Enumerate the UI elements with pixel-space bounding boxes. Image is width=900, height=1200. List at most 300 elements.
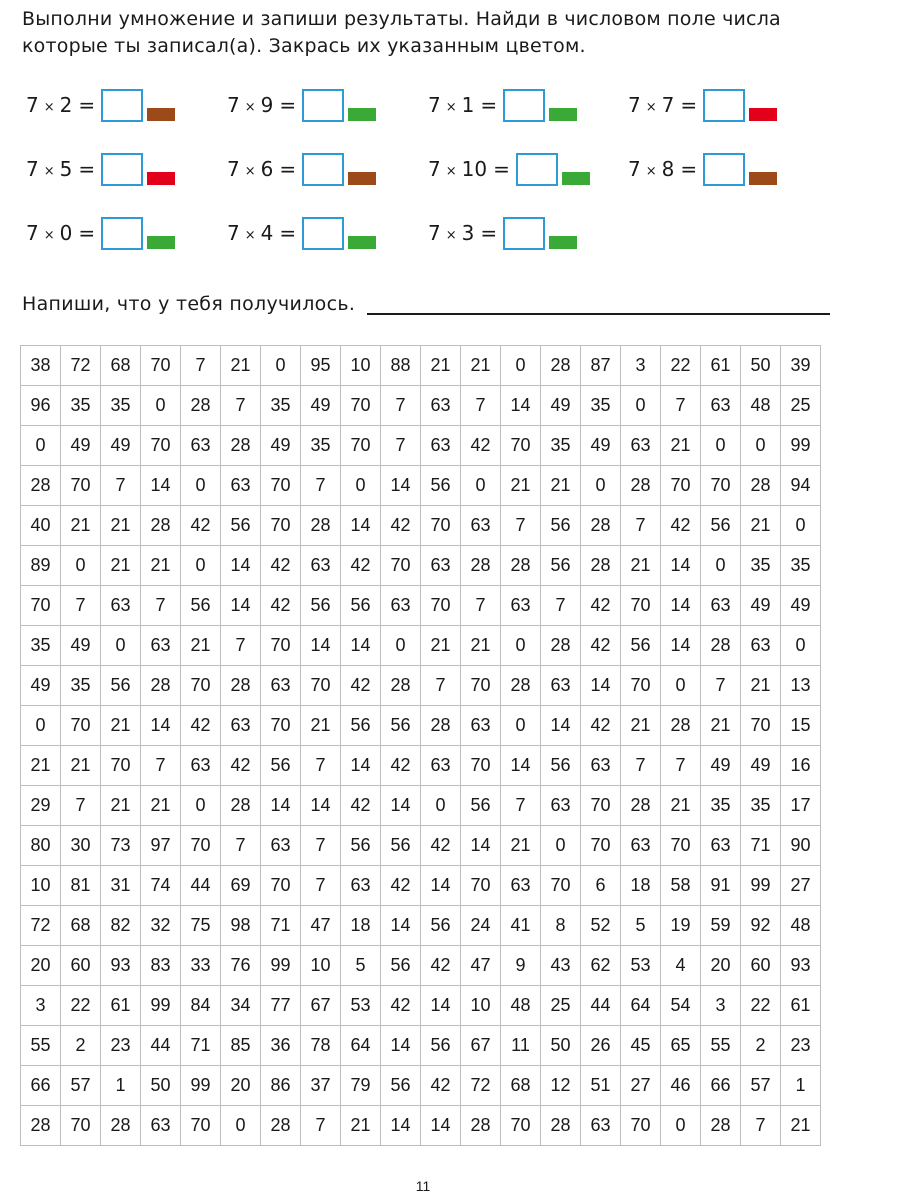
grid-cell[interactable]: 48 <box>501 986 541 1026</box>
grid-cell[interactable]: 1 <box>101 1066 141 1106</box>
grid-cell[interactable]: 22 <box>661 346 701 386</box>
grid-cell[interactable]: 40 <box>21 506 61 546</box>
answer-box[interactable] <box>101 153 143 186</box>
grid-cell[interactable]: 28 <box>381 666 421 706</box>
grid-cell[interactable]: 63 <box>141 1106 181 1146</box>
grid-cell[interactable]: 0 <box>21 706 61 746</box>
grid-cell[interactable]: 70 <box>61 706 101 746</box>
grid-cell[interactable]: 63 <box>301 546 341 586</box>
grid-cell[interactable]: 86 <box>261 1066 301 1106</box>
grid-cell[interactable]: 70 <box>381 546 421 586</box>
grid-cell[interactable]: 14 <box>661 586 701 626</box>
grid-cell[interactable]: 20 <box>701 946 741 986</box>
grid-cell[interactable]: 26 <box>581 1026 621 1066</box>
answer-box[interactable] <box>101 217 143 250</box>
grid-cell[interactable]: 84 <box>181 986 221 1026</box>
grid-cell[interactable]: 92 <box>741 906 781 946</box>
grid-cell[interactable]: 82 <box>101 906 141 946</box>
grid-cell[interactable]: 54 <box>661 986 701 1026</box>
grid-cell[interactable]: 35 <box>101 386 141 426</box>
grid-cell[interactable]: 21 <box>421 346 461 386</box>
grid-cell[interactable]: 70 <box>61 1106 101 1146</box>
grid-cell[interactable]: 0 <box>581 466 621 506</box>
grid-cell[interactable]: 0 <box>501 626 541 666</box>
grid-cell[interactable]: 0 <box>141 386 181 426</box>
grid-cell[interactable]: 49 <box>261 426 301 466</box>
grid-cell[interactable]: 63 <box>421 386 461 426</box>
grid-cell[interactable]: 7 <box>661 386 701 426</box>
grid-cell[interactable]: 70 <box>581 786 621 826</box>
grid-cell[interactable]: 70 <box>301 666 341 706</box>
grid-cell[interactable]: 61 <box>701 346 741 386</box>
grid-cell[interactable]: 7 <box>221 826 261 866</box>
grid-cell[interactable]: 28 <box>21 1106 61 1146</box>
grid-cell[interactable]: 35 <box>301 426 341 466</box>
grid-cell[interactable]: 70 <box>741 706 781 746</box>
grid-cell[interactable]: 42 <box>381 866 421 906</box>
grid-cell[interactable]: 55 <box>701 1026 741 1066</box>
grid-cell[interactable]: 90 <box>781 826 821 866</box>
grid-cell[interactable]: 50 <box>741 346 781 386</box>
grid-cell[interactable]: 21 <box>141 546 181 586</box>
grid-cell[interactable]: 24 <box>461 906 501 946</box>
grid-cell[interactable]: 7 <box>301 1106 341 1146</box>
grid-cell[interactable]: 70 <box>261 706 301 746</box>
grid-cell[interactable]: 49 <box>301 386 341 426</box>
grid-cell[interactable]: 28 <box>221 666 261 706</box>
grid-cell[interactable]: 7 <box>741 1106 781 1146</box>
grid-cell[interactable]: 14 <box>421 1106 461 1146</box>
grid-cell[interactable]: 14 <box>661 626 701 666</box>
grid-cell[interactable]: 16 <box>781 746 821 786</box>
grid-cell[interactable]: 7 <box>621 506 661 546</box>
grid-cell[interactable]: 63 <box>701 386 741 426</box>
grid-cell[interactable]: 56 <box>381 706 421 746</box>
grid-cell[interactable]: 72 <box>21 906 61 946</box>
grid-cell[interactable]: 0 <box>181 466 221 506</box>
grid-cell[interactable]: 34 <box>221 986 261 1026</box>
grid-cell[interactable]: 47 <box>301 906 341 946</box>
answer-box[interactable] <box>101 89 143 122</box>
grid-cell[interactable]: 70 <box>341 386 381 426</box>
grid-cell[interactable]: 7 <box>661 746 701 786</box>
grid-cell[interactable]: 28 <box>101 1106 141 1146</box>
grid-cell[interactable]: 85 <box>221 1026 261 1066</box>
grid-cell[interactable]: 21 <box>741 506 781 546</box>
grid-cell[interactable]: 97 <box>141 826 181 866</box>
grid-cell[interactable]: 21 <box>621 706 661 746</box>
grid-cell[interactable]: 42 <box>341 786 381 826</box>
grid-cell[interactable]: 14 <box>301 786 341 826</box>
grid-cell[interactable]: 42 <box>381 746 421 786</box>
grid-cell[interactable]: 56 <box>541 546 581 586</box>
grid-cell[interactable]: 6 <box>581 866 621 906</box>
grid-cell[interactable]: 27 <box>781 866 821 906</box>
grid-cell[interactable]: 56 <box>341 586 381 626</box>
grid-cell[interactable]: 14 <box>141 706 181 746</box>
grid-cell[interactable]: 57 <box>61 1066 101 1106</box>
grid-cell[interactable]: 28 <box>501 546 541 586</box>
grid-cell[interactable]: 64 <box>341 1026 381 1066</box>
grid-cell[interactable]: 80 <box>21 826 61 866</box>
grid-cell[interactable]: 0 <box>101 626 141 666</box>
grid-cell[interactable]: 21 <box>661 786 701 826</box>
grid-cell[interactable]: 28 <box>701 1106 741 1146</box>
grid-cell[interactable]: 70 <box>541 866 581 906</box>
grid-cell[interactable]: 35 <box>741 786 781 826</box>
grid-cell[interactable]: 63 <box>421 546 461 586</box>
grid-cell[interactable]: 70 <box>461 866 501 906</box>
grid-cell[interactable]: 10 <box>341 346 381 386</box>
grid-cell[interactable]: 79 <box>341 1066 381 1106</box>
grid-cell[interactable]: 99 <box>741 866 781 906</box>
answer-line[interactable] <box>367 293 830 315</box>
grid-cell[interactable]: 42 <box>421 826 461 866</box>
grid-cell[interactable]: 35 <box>261 386 301 426</box>
grid-cell[interactable]: 28 <box>581 506 621 546</box>
grid-cell[interactable]: 56 <box>541 746 581 786</box>
grid-cell[interactable]: 23 <box>101 1026 141 1066</box>
grid-cell[interactable]: 99 <box>261 946 301 986</box>
grid-cell[interactable]: 66 <box>21 1066 61 1106</box>
grid-cell[interactable]: 14 <box>501 386 541 426</box>
grid-cell[interactable]: 0 <box>341 466 381 506</box>
grid-cell[interactable]: 59 <box>701 906 741 946</box>
grid-cell[interactable]: 44 <box>181 866 221 906</box>
grid-cell[interactable]: 45 <box>621 1026 661 1066</box>
answer-box[interactable] <box>302 217 344 250</box>
grid-cell[interactable]: 0 <box>461 466 501 506</box>
grid-cell[interactable]: 0 <box>781 626 821 666</box>
grid-cell[interactable]: 89 <box>21 546 61 586</box>
grid-cell[interactable]: 29 <box>21 786 61 826</box>
grid-cell[interactable]: 2 <box>61 1026 101 1066</box>
grid-cell[interactable]: 0 <box>701 546 741 586</box>
grid-cell[interactable]: 7 <box>421 666 461 706</box>
grid-cell[interactable]: 81 <box>61 866 101 906</box>
grid-cell[interactable]: 49 <box>541 386 581 426</box>
grid-cell[interactable]: 35 <box>21 626 61 666</box>
grid-cell[interactable]: 42 <box>461 426 501 466</box>
grid-cell[interactable]: 42 <box>421 946 461 986</box>
grid-cell[interactable]: 35 <box>61 666 101 706</box>
grid-cell[interactable]: 14 <box>581 666 621 706</box>
grid-cell[interactable]: 18 <box>621 866 661 906</box>
grid-cell[interactable]: 56 <box>101 666 141 706</box>
grid-cell[interactable]: 28 <box>701 626 741 666</box>
grid-cell[interactable]: 48 <box>741 386 781 426</box>
grid-cell[interactable]: 60 <box>61 946 101 986</box>
grid-cell[interactable]: 74 <box>141 866 181 906</box>
grid-cell[interactable]: 0 <box>781 506 821 546</box>
grid-cell[interactable]: 1 <box>781 1066 821 1106</box>
grid-cell[interactable]: 93 <box>781 946 821 986</box>
grid-cell[interactable]: 21 <box>501 466 541 506</box>
grid-cell[interactable]: 0 <box>741 426 781 466</box>
grid-cell[interactable]: 21 <box>61 746 101 786</box>
grid-cell[interactable]: 21 <box>301 706 341 746</box>
grid-cell[interactable]: 64 <box>621 986 661 1026</box>
grid-cell[interactable]: 19 <box>661 906 701 946</box>
grid-cell[interactable]: 42 <box>581 586 621 626</box>
grid-cell[interactable]: 7 <box>501 506 541 546</box>
grid-cell[interactable]: 36 <box>261 1026 301 1066</box>
grid-cell[interactable]: 56 <box>701 506 741 546</box>
grid-cell[interactable]: 70 <box>421 586 461 626</box>
grid-cell[interactable]: 42 <box>341 546 381 586</box>
grid-cell[interactable]: 56 <box>381 826 421 866</box>
grid-cell[interactable]: 0 <box>181 786 221 826</box>
grid-cell[interactable]: 42 <box>581 626 621 666</box>
grid-cell[interactable]: 70 <box>341 426 381 466</box>
grid-cell[interactable]: 56 <box>421 466 461 506</box>
grid-cell[interactable]: 0 <box>61 546 101 586</box>
grid-cell[interactable]: 49 <box>741 586 781 626</box>
grid-cell[interactable]: 20 <box>221 1066 261 1106</box>
grid-cell[interactable]: 5 <box>621 906 661 946</box>
grid-cell[interactable]: 71 <box>741 826 781 866</box>
grid-cell[interactable]: 28 <box>541 346 581 386</box>
grid-cell[interactable]: 21 <box>541 466 581 506</box>
grid-cell[interactable]: 41 <box>501 906 541 946</box>
grid-cell[interactable]: 21 <box>621 546 661 586</box>
grid-cell[interactable]: 70 <box>501 426 541 466</box>
grid-cell[interactable]: 21 <box>421 626 461 666</box>
grid-cell[interactable]: 21 <box>101 546 141 586</box>
grid-cell[interactable]: 69 <box>221 866 261 906</box>
grid-cell[interactable]: 63 <box>741 626 781 666</box>
grid-cell[interactable]: 94 <box>781 466 821 506</box>
grid-cell[interactable]: 5 <box>341 946 381 986</box>
grid-cell[interactable]: 63 <box>541 786 581 826</box>
grid-cell[interactable]: 21 <box>101 706 141 746</box>
grid-cell[interactable]: 35 <box>581 386 621 426</box>
grid-cell[interactable]: 13 <box>781 666 821 706</box>
grid-cell[interactable]: 7 <box>461 586 501 626</box>
answer-box[interactable] <box>302 153 344 186</box>
grid-cell[interactable]: 28 <box>741 466 781 506</box>
grid-cell[interactable]: 49 <box>61 426 101 466</box>
grid-cell[interactable]: 28 <box>621 786 661 826</box>
grid-cell[interactable]: 56 <box>621 626 661 666</box>
grid-cell[interactable]: 63 <box>581 746 621 786</box>
grid-cell[interactable]: 56 <box>541 506 581 546</box>
grid-cell[interactable]: 63 <box>181 746 221 786</box>
grid-cell[interactable]: 63 <box>581 1106 621 1146</box>
grid-cell[interactable]: 63 <box>181 426 221 466</box>
grid-cell[interactable]: 63 <box>341 866 381 906</box>
answer-box[interactable] <box>703 89 745 122</box>
grid-cell[interactable]: 7 <box>61 786 101 826</box>
grid-cell[interactable]: 70 <box>501 1106 541 1146</box>
grid-cell[interactable]: 14 <box>541 706 581 746</box>
grid-cell[interactable]: 39 <box>781 346 821 386</box>
grid-cell[interactable]: 0 <box>661 666 701 706</box>
grid-cell[interactable]: 70 <box>181 1106 221 1146</box>
grid-cell[interactable]: 72 <box>461 1066 501 1106</box>
grid-cell[interactable]: 67 <box>461 1026 501 1066</box>
grid-cell[interactable]: 65 <box>661 1026 701 1066</box>
grid-cell[interactable]: 0 <box>701 426 741 466</box>
grid-cell[interactable]: 56 <box>221 506 261 546</box>
grid-cell[interactable]: 30 <box>61 826 101 866</box>
grid-cell[interactable]: 14 <box>221 546 261 586</box>
grid-cell[interactable]: 58 <box>661 866 701 906</box>
grid-cell[interactable]: 70 <box>421 506 461 546</box>
grid-cell[interactable]: 7 <box>61 586 101 626</box>
grid-cell[interactable]: 38 <box>21 346 61 386</box>
grid-cell[interactable]: 70 <box>261 466 301 506</box>
grid-cell[interactable]: 56 <box>421 1026 461 1066</box>
grid-cell[interactable]: 56 <box>341 826 381 866</box>
grid-cell[interactable]: 70 <box>461 746 501 786</box>
answer-box[interactable] <box>503 89 545 122</box>
grid-cell[interactable]: 68 <box>61 906 101 946</box>
grid-cell[interactable]: 14 <box>421 986 461 1026</box>
grid-cell[interactable]: 42 <box>381 506 421 546</box>
grid-cell[interactable]: 28 <box>141 506 181 546</box>
grid-cell[interactable]: 7 <box>141 746 181 786</box>
grid-cell[interactable]: 49 <box>741 746 781 786</box>
grid-cell[interactable]: 14 <box>141 466 181 506</box>
grid-cell[interactable]: 91 <box>701 866 741 906</box>
grid-cell[interactable]: 49 <box>781 586 821 626</box>
grid-cell[interactable]: 35 <box>741 546 781 586</box>
grid-cell[interactable]: 14 <box>381 1106 421 1146</box>
grid-cell[interactable]: 0 <box>541 826 581 866</box>
grid-cell[interactable]: 70 <box>661 466 701 506</box>
grid-cell[interactable]: 70 <box>181 826 221 866</box>
grid-cell[interactable]: 60 <box>741 946 781 986</box>
grid-cell[interactable]: 7 <box>301 746 341 786</box>
grid-cell[interactable]: 42 <box>181 706 221 746</box>
grid-cell[interactable]: 56 <box>381 1066 421 1106</box>
grid-cell[interactable]: 14 <box>381 906 421 946</box>
grid-cell[interactable]: 14 <box>381 786 421 826</box>
grid-cell[interactable]: 83 <box>141 946 181 986</box>
grid-cell[interactable]: 20 <box>21 946 61 986</box>
grid-cell[interactable]: 28 <box>261 1106 301 1146</box>
grid-cell[interactable]: 14 <box>501 746 541 786</box>
grid-cell[interactable]: 14 <box>421 866 461 906</box>
grid-cell[interactable]: 50 <box>141 1066 181 1106</box>
grid-cell[interactable]: 56 <box>261 746 301 786</box>
grid-cell[interactable]: 53 <box>341 986 381 1026</box>
grid-cell[interactable]: 63 <box>541 666 581 706</box>
grid-cell[interactable]: 55 <box>21 1026 61 1066</box>
grid-cell[interactable]: 70 <box>621 586 661 626</box>
grid-cell[interactable]: 14 <box>261 786 301 826</box>
grid-cell[interactable]: 42 <box>381 986 421 1026</box>
grid-cell[interactable]: 35 <box>701 786 741 826</box>
answer-box[interactable] <box>703 153 745 186</box>
grid-cell[interactable]: 4 <box>661 946 701 986</box>
grid-cell[interactable]: 99 <box>141 986 181 1026</box>
grid-cell[interactable]: 0 <box>261 346 301 386</box>
grid-cell[interactable]: 42 <box>261 586 301 626</box>
grid-cell[interactable]: 57 <box>741 1066 781 1106</box>
grid-cell[interactable]: 63 <box>621 826 661 866</box>
grid-cell[interactable]: 63 <box>421 426 461 466</box>
grid-cell[interactable]: 49 <box>21 666 61 706</box>
grid-cell[interactable]: 7 <box>461 386 501 426</box>
grid-cell[interactable]: 78 <box>301 1026 341 1066</box>
grid-cell[interactable]: 28 <box>501 666 541 706</box>
grid-cell[interactable]: 77 <box>261 986 301 1026</box>
grid-cell[interactable]: 49 <box>101 426 141 466</box>
grid-cell[interactable]: 63 <box>221 706 261 746</box>
grid-cell[interactable]: 70 <box>261 626 301 666</box>
grid-cell[interactable]: 25 <box>781 386 821 426</box>
grid-cell[interactable]: 14 <box>381 466 421 506</box>
grid-cell[interactable]: 56 <box>421 906 461 946</box>
grid-cell[interactable]: 7 <box>541 586 581 626</box>
grid-cell[interactable]: 49 <box>61 626 101 666</box>
grid-cell[interactable]: 28 <box>221 426 261 466</box>
grid-cell[interactable]: 21 <box>501 826 541 866</box>
grid-cell[interactable]: 42 <box>421 1066 461 1106</box>
grid-cell[interactable]: 14 <box>221 586 261 626</box>
grid-cell[interactable]: 70 <box>261 866 301 906</box>
grid-cell[interactable]: 35 <box>541 426 581 466</box>
grid-cell[interactable]: 71 <box>181 1026 221 1066</box>
grid-cell[interactable]: 63 <box>461 506 501 546</box>
grid-cell[interactable]: 21 <box>141 786 181 826</box>
grid-cell[interactable]: 70 <box>141 346 181 386</box>
grid-cell[interactable]: 70 <box>141 426 181 466</box>
grid-cell[interactable]: 49 <box>701 746 741 786</box>
grid-cell[interactable]: 42 <box>261 546 301 586</box>
grid-cell[interactable]: 21 <box>661 426 701 466</box>
grid-cell[interactable]: 0 <box>181 546 221 586</box>
grid-cell[interactable]: 53 <box>621 946 661 986</box>
grid-cell[interactable]: 47 <box>461 946 501 986</box>
grid-cell[interactable]: 88 <box>381 346 421 386</box>
grid-cell[interactable]: 61 <box>101 986 141 1026</box>
grid-cell[interactable]: 15 <box>781 706 821 746</box>
grid-cell[interactable]: 70 <box>621 1106 661 1146</box>
grid-cell[interactable]: 63 <box>501 866 541 906</box>
grid-cell[interactable]: 0 <box>21 426 61 466</box>
grid-cell[interactable]: 43 <box>541 946 581 986</box>
grid-cell[interactable]: 28 <box>661 706 701 746</box>
grid-cell[interactable]: 68 <box>501 1066 541 1106</box>
grid-cell[interactable]: 7 <box>221 386 261 426</box>
grid-cell[interactable]: 25 <box>541 986 581 1026</box>
grid-cell[interactable]: 96 <box>21 386 61 426</box>
grid-cell[interactable]: 62 <box>581 946 621 986</box>
grid-cell[interactable]: 61 <box>781 986 821 1026</box>
grid-cell[interactable]: 22 <box>741 986 781 1026</box>
answer-box[interactable] <box>302 89 344 122</box>
grid-cell[interactable]: 28 <box>141 666 181 706</box>
grid-cell[interactable]: 75 <box>181 906 221 946</box>
grid-cell[interactable]: 70 <box>101 746 141 786</box>
grid-cell[interactable]: 0 <box>661 1106 701 1146</box>
grid-cell[interactable]: 44 <box>581 986 621 1026</box>
grid-cell[interactable]: 31 <box>101 866 141 906</box>
grid-cell[interactable]: 3 <box>21 986 61 1026</box>
grid-cell[interactable]: 70 <box>21 586 61 626</box>
grid-cell[interactable]: 17 <box>781 786 821 826</box>
grid-cell[interactable]: 42 <box>181 506 221 546</box>
grid-cell[interactable]: 28 <box>301 506 341 546</box>
grid-cell[interactable]: 10 <box>461 986 501 1026</box>
grid-cell[interactable]: 63 <box>261 826 301 866</box>
grid-cell[interactable]: 18 <box>341 906 381 946</box>
grid-cell[interactable]: 7 <box>701 666 741 706</box>
answer-box[interactable] <box>516 153 558 186</box>
